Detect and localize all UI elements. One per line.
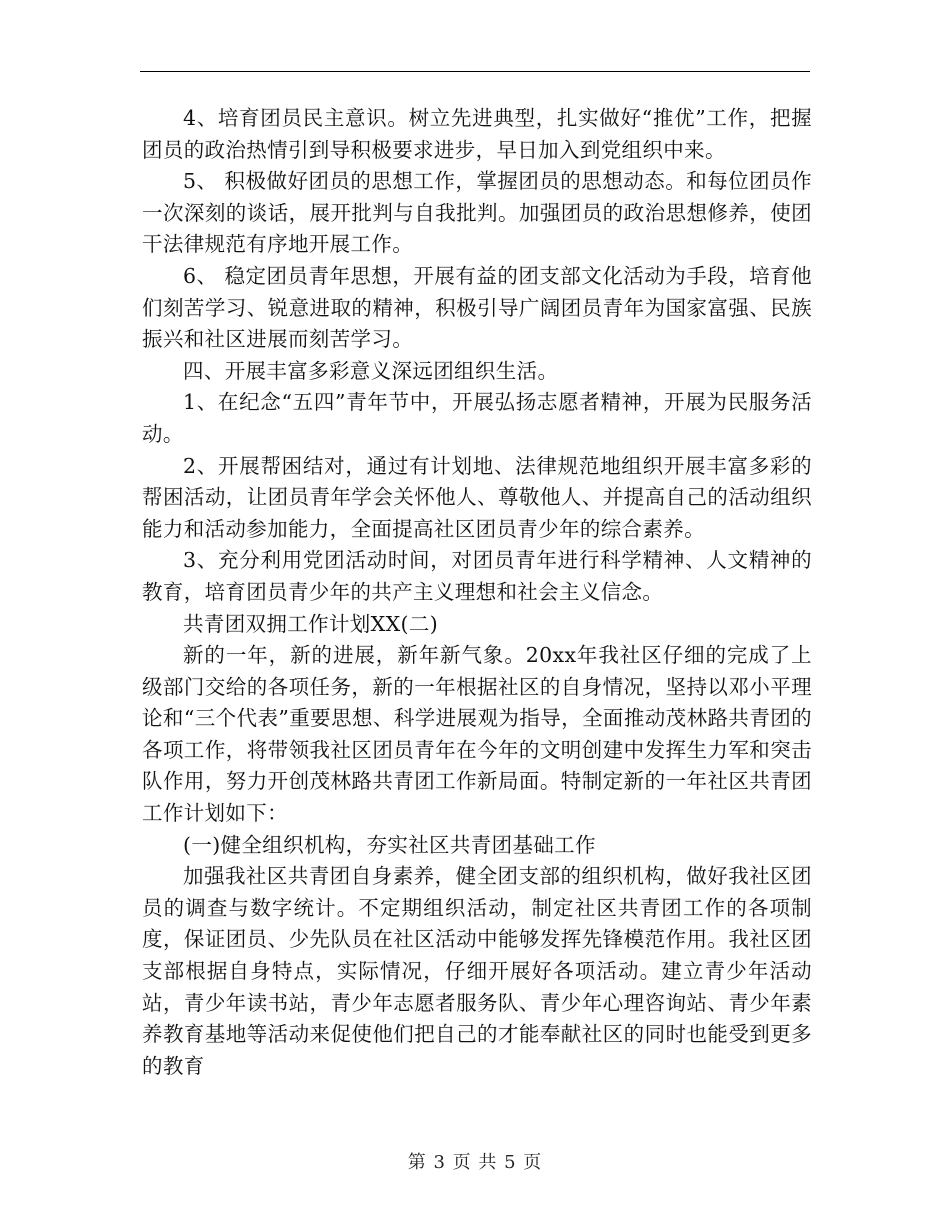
section-heading: (一)健全组织机构，夯实社区共青团基础工作	[183, 832, 596, 857]
paragraph: 4、培育团员民主意识。树立先进典型，扎实做好“推优”工作，把握团员的政治热情引到导积极要求进步，早日加入到党组织中来。	[142, 106, 812, 162]
paragraph: 6、 稳定团员青年思想，开展有益的团支部文化活动为手段，培育他们刻苦学习、锐意进取的精神，积极引导广阔团员青年为国家富强、民族振兴和社区进展而刻苦学习。	[142, 263, 812, 352]
paragraph: 加强我社区共青团自身素养，健全团支部的组织机构，做好我社区团员的调查与数字统计。不定期组织活动，制定社区共青团工作的各项制度，保证团员、少先队员在社区活动中能够发挥先锋模范作用。我社区团支部根据自身特点，实际情况，仔细开展好各项活动。建立青少年活动站，青少年读书站，青少年志愿者服务队、青少年心理咨询站、青少年素养教育基地等活动来促使他们把自己的才能奉献社区的同时也能受到更多的教育	[142, 864, 812, 1078]
document-body	[142, 103, 812, 1082]
paragraph: 新的一年，新的进展，新年新气象。20xx年我社区仔细的完成了上级部门交给的各项任务，新的一年根据社区的自身情况，坚持以邓小平理论和“三个代表”重要思想、科学进展观为指导，全面推动茂林路共青团的各项工作，将带领我社区团员青年在今年的文明创建中发挥生力军和突击队作用，努力开创茂林路共青团工作新局面。特制定新的一年社区共青团工作计划如下：	[142, 643, 812, 826]
paragraph: 2、开展帮困结对，通过有计划地、法律规范地组织开展丰富多彩的帮困活动，让团员青年学会关怀他人、尊敬他人、并提高自己的活动组织能力和活动参加能力，全面提高社区团员青少年的综合素养。	[142, 453, 812, 541]
header-rule	[140, 71, 810, 72]
paragraph: 5、 积极做好团员的思想工作，掌握团员的思想动态。和每位团员作一次深刻的谈话，展开批判与自我批判。加强团员的政治思想修养，使团干法律规范有序地开展工作。	[142, 169, 812, 257]
paragraph: 3、充分利用党团活动时间，对团员青年进行科学精神、人文精神的教育，培育团员青少年的共产主义理想和社会主义信念。	[142, 548, 812, 604]
document-subtitle: 共青团双拥工作计划XX(二)	[183, 611, 439, 636]
section-heading: 四、开展丰富多彩意义深远团组织生活。	[183, 358, 559, 383]
page-number: 第 3 页 共 5 页	[407, 1152, 543, 1173]
paragraph: 1、在纪念“五四”青年节中，开展弘扬志愿者精神，开展为民服务活动。	[142, 390, 812, 446]
